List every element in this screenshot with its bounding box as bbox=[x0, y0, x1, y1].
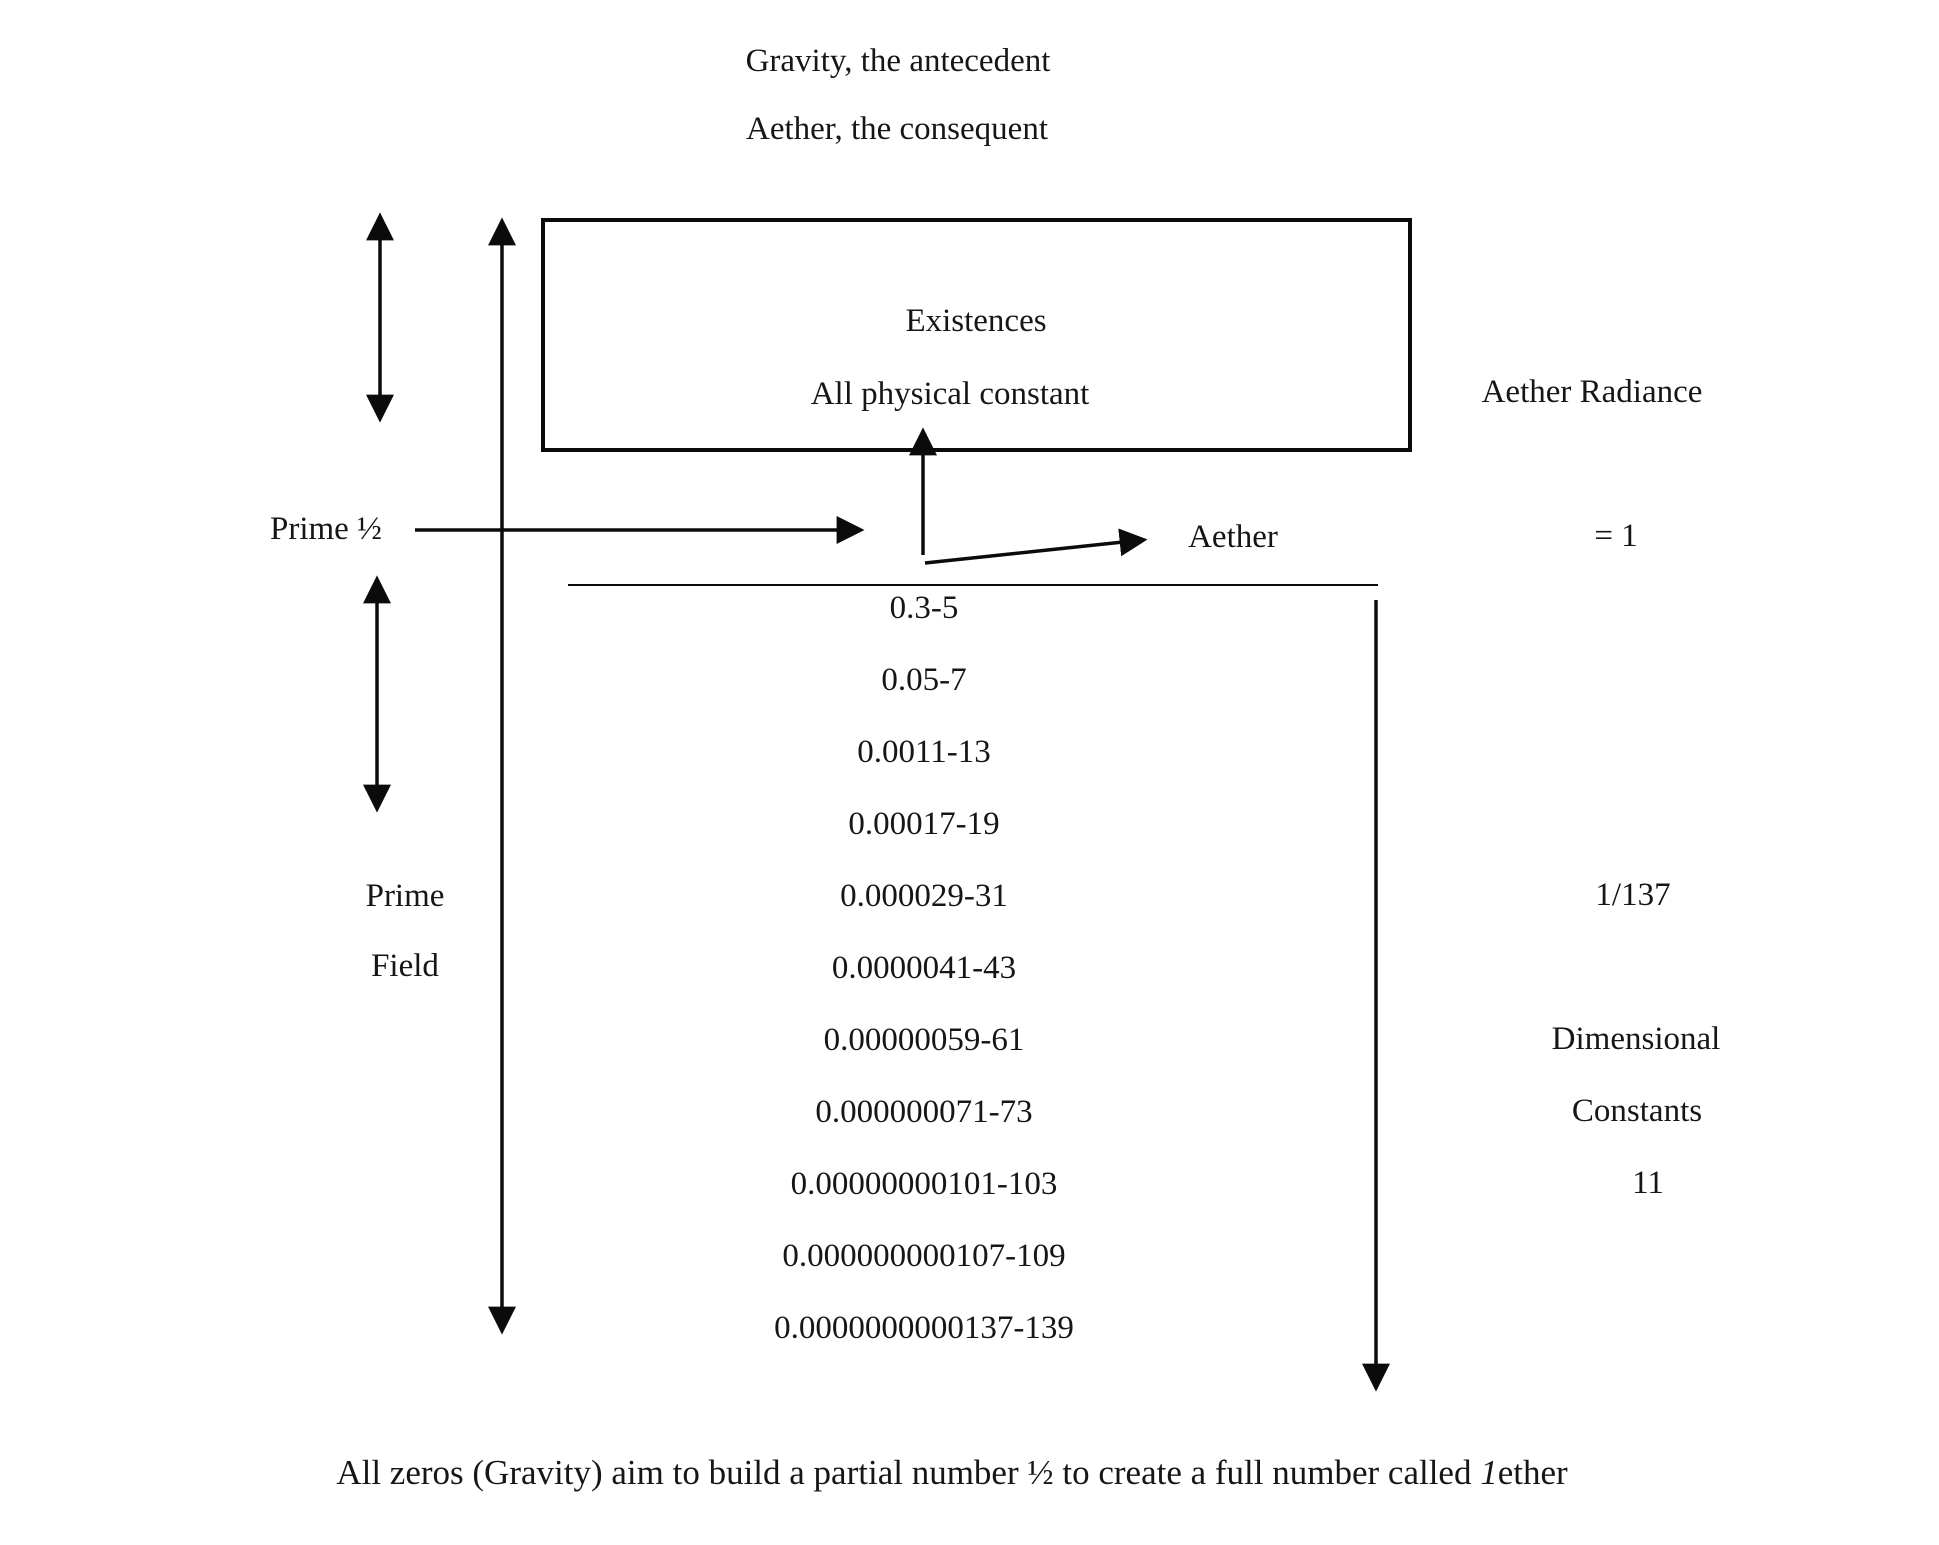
bottom-caption bbox=[336, 1452, 1567, 1494]
label-equals-one: = 1 bbox=[1594, 518, 1638, 555]
label-aether: Aether bbox=[1188, 519, 1278, 556]
label-dimensional: Dimensional bbox=[1551, 1021, 1721, 1058]
prime-field-value: 0.0011-13 bbox=[857, 733, 991, 770]
prime-field-value: 0.0000041-43 bbox=[831, 949, 1017, 986]
label-prime-half: Prime ½ bbox=[270, 511, 382, 548]
label-constants: Constants bbox=[1571, 1093, 1703, 1130]
prime-field-list bbox=[624, 572, 1224, 1364]
prime-field-value: 0.000029-31 bbox=[840, 877, 1008, 914]
title-line-1: Gravity, the antecedent bbox=[745, 43, 1051, 80]
prime-field-value: 0.000000071-73 bbox=[815, 1093, 1033, 1130]
prime-field-value: 0.00000059-61 bbox=[823, 1021, 1025, 1058]
caption-prefix: All zeros (Gravity) aim to build a partial number ½ to create a full number called bbox=[336, 1453, 1481, 1492]
prime-field-value: 0.3-5 bbox=[889, 589, 959, 626]
prime-field-value: 0.05-7 bbox=[881, 661, 967, 698]
label-aether-radiance: Aether Radiance bbox=[1481, 374, 1703, 411]
prime-field-value: 0.0000000000137-139 bbox=[774, 1309, 1074, 1346]
prime-field-value: 0.000000000107-109 bbox=[782, 1237, 1066, 1274]
caption-italic-one: 1 bbox=[1480, 1453, 1498, 1492]
title-line-2: Aether, the consequent bbox=[746, 111, 1048, 148]
prime-field-value: 0.00017-19 bbox=[848, 805, 1000, 842]
box-label-all-physical-constant: All physical constant bbox=[810, 376, 1090, 413]
caption-suffix: ether bbox=[1497, 1453, 1568, 1492]
label-eleven: 11 bbox=[1632, 1165, 1664, 1202]
label-field: Field bbox=[371, 948, 439, 985]
box-label-existences: Existences bbox=[905, 303, 1047, 340]
diagonal-arrow-to-aether bbox=[925, 540, 1142, 563]
label-prime: Prime bbox=[365, 878, 445, 915]
prime-field-value: 0.00000000101-103 bbox=[790, 1165, 1058, 1202]
label-one-over-137: 1/137 bbox=[1595, 877, 1671, 914]
